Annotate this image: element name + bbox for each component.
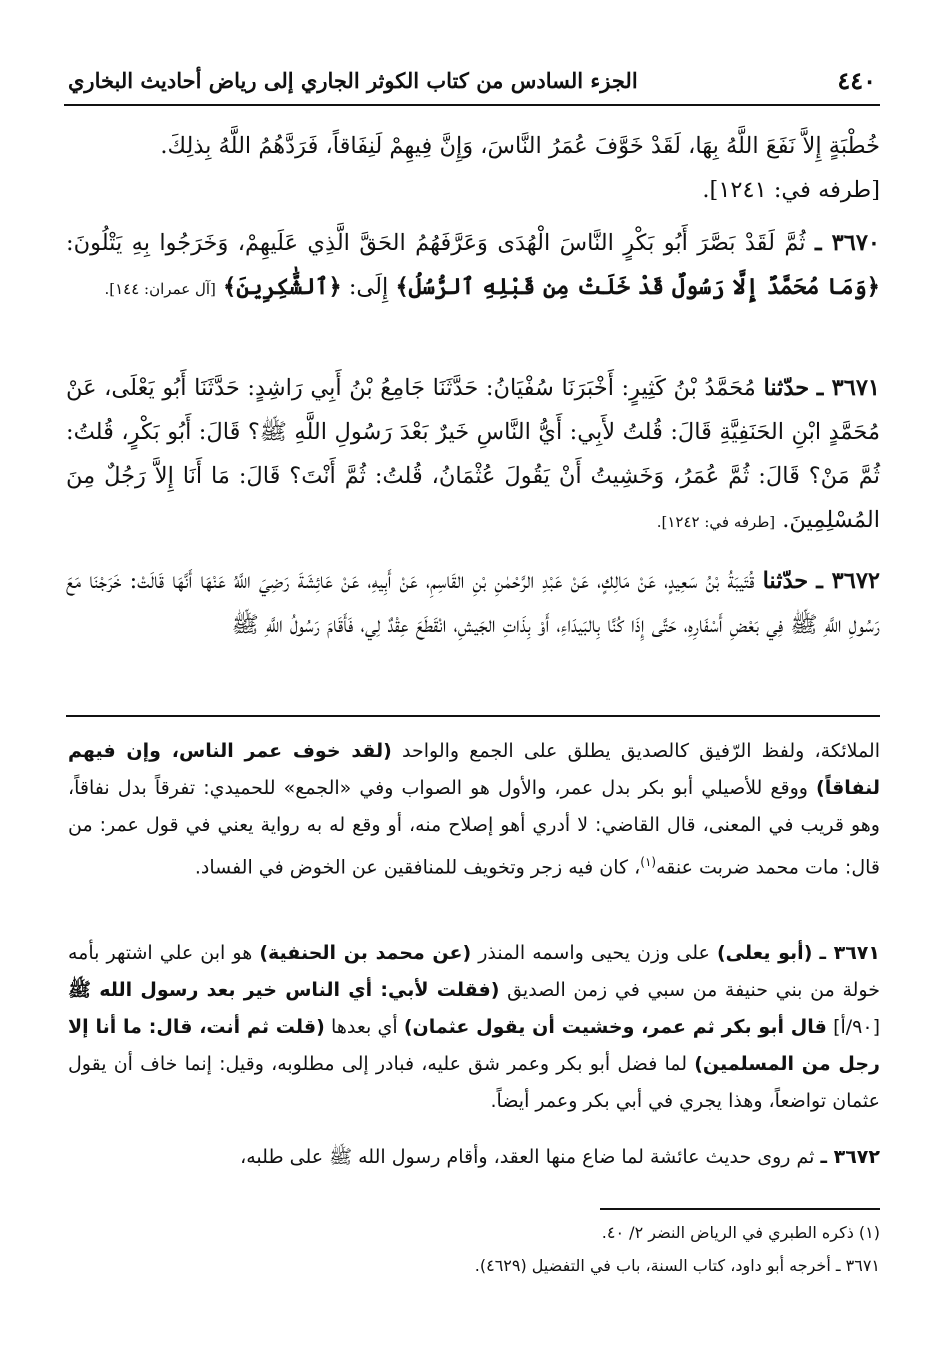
manuscript-folio-ref: [٩٠/أ] xyxy=(833,1016,880,1038)
commentary-text: أي بعدها xyxy=(331,1016,398,1038)
running-header xyxy=(64,60,880,106)
commentary-text: على وزن يحيى واسمه المنذر xyxy=(478,942,710,964)
footnotes xyxy=(66,1216,880,1282)
commentary-paragraph-3 xyxy=(68,1139,880,1176)
hadith-text-connector: إِلَى: xyxy=(348,274,389,300)
quoted-phrase: (عن محمد بن الحنفية) xyxy=(259,942,472,964)
hadith-number: ٣٦٧١ ـ xyxy=(819,942,880,964)
verse-reference: [آل عمران: ١٤٤]. xyxy=(104,280,216,298)
footnote-marker: (١) xyxy=(640,855,657,869)
footnote-1: (١) ذكره الطبري في الرياض النضر ٢/ ٤٠. xyxy=(601,1223,880,1242)
hadith-3670 xyxy=(66,221,880,311)
tarfuhu-reference: [طرفه في: ١٢٤٢]. xyxy=(656,513,776,531)
hadith-text: ثُمَّ لَقَدْ بَصَّرَ أَبُو بَكْرٍ النَّاسَ الْهُدَى وَعَرَّفَهُمُ الحَقَّ الَّذِي عَلَيهِمْ، وَخَرَجُوا بِهِ يَتْلُونَ: xyxy=(66,230,806,256)
quran-verse: ﴿وَمَا مُحَمَّدٌ إِلَّا رَسُولٌ قَدْ خَلَتْ مِن قَبْلِهِ ٱلرُّسُلُ﴾ xyxy=(395,274,880,300)
commentary-text: لما فضل أبو بكر وعمر شق عليه، فبادر إلى مطلوبه، وقيل: إنما خاف أن يقول عثمان تواضعاً، وهذا يجري في أبي بكر وعمر أيضاً. xyxy=(68,1053,880,1112)
hadith-number: ٣٦٧١ ـ xyxy=(816,375,880,401)
haddathana-word: حدّثنا xyxy=(762,568,809,594)
haddathana-word: حدّثنا xyxy=(763,375,810,401)
commentary-paragraph-2 xyxy=(68,935,880,1120)
hadith-continuation xyxy=(66,124,880,212)
hadith-number: ٣٦٧٢ ـ xyxy=(820,1146,880,1168)
hadith-3671 xyxy=(66,366,880,544)
commentary-text: الملائكة، ولفظ الرّفيق كالصديق يطلق على الجمع والواحد xyxy=(402,740,880,762)
commentary-text: ثم روى حديث عائشة لما ضاع منها العقد، وأقام رسول الله ﷺ على طلبه، xyxy=(240,1146,815,1168)
hadith-3672 xyxy=(66,559,880,647)
quoted-phrase: (قلت ثم أنت، قال: ما أنا إلا رجل من المسلمين) xyxy=(68,1016,880,1075)
quoted-phrase: (فقلت لأبي: أي الناس خير بعد رسول الله ﷺ xyxy=(68,979,500,1001)
running-title: الجزء السادس من كتاب الكوثر الجاري إلى رياض أحاديث البخاري xyxy=(68,68,638,93)
hadith-text: مُحَمَّدُ بْنُ كَثِيرٍ: أَخْبَرَنَا سُفْيَانُ: حَدَّثَنَا جَامِعُ بْنُ أَبِي رَاشِدٍ: حَدَّثَنَا أَبُو يَعْلَى، عَنْ مُحَمَّدٍ ابْنِ الحَنَفِيَّةِ قَالَ: قُلتُ لأَبِي: أَيُّ النَّاسِ خَيرٌ بَعْدَ رَسُولِ اللَّهِ ﷺ؟ قَالَ: أَبُو بَكْرٍ، قُلتُ: ثُمَّ مَنْ؟ قَالَ: ثُمَّ عُمَرُ، وَخَشِيتُ أَنْ يَقُولَ عُثْمَانُ، قُلتُ: ثُمَّ أَنْتَ؟ قَالَ: مَا أَنَا إِلاَّ رَجُلٌ مِنَ المُسْلِمِينَ. xyxy=(66,375,880,533)
quoted-phrase: (أبو يعلى) xyxy=(716,942,813,964)
hadith-text: قُتَيبَةُ بْنُ سَعِيدٍ، عَنْ مَالِكٍ، عَنْ عَبْدِ الرَّحْمٰنِ بْنِ القَاسِمِ، عَنْ أَبِيهِ، عَنْ عَائِشَةَ رَضِيَ اللَّهُ عَنْهَا أَنَّهَا قَالَتْ: خَرَجْنَا مَعَ رَسُولِ اللَّهِ ﷺ فِي بَعْضِ أَسْفَارِهِ، حَتَّى إِذَا كُنَّا بِالبَيدَاءِ، أَوْ بِذَاتِ الجَيشِ، انْقَطَعَ عِقْدٌ لِي، فَأَقَامَ رَسُولُ اللَّهِ ﷺ xyxy=(66,568,880,638)
footnote-divider xyxy=(600,1208,880,1210)
hadith-number: ٣٦٧٠ ـ xyxy=(814,230,880,256)
tarfuhu-reference: [طرفه في: ١٢٤١]. xyxy=(702,177,880,203)
commentary-text: هو ابن علي اشتهر بأمه خولة من بني حنيفة من سبي في زمن الصديق xyxy=(68,942,880,1001)
hadith-text: خُطْبَةٍ إِلاَّ نَفَعَ اللَّهُ بِهَا، لَقَدْ خَوَّفَ عُمَرُ النَّاسَ، وَإِنَّ فِيهِمْ لَنِفَاقاً، فَرَدَّهُمُ اللَّهُ بِذلِكَ. xyxy=(160,133,880,159)
quoted-phrase: (لقد خوف عمر الناس، وإن فيهم لنفاقاً) xyxy=(68,740,881,799)
quoted-phrase: قال أبو بكر ثم عمر، وخشيت أن يقول عثمان) xyxy=(403,1016,827,1038)
commentary-paragraph-1 xyxy=(68,733,880,886)
page-number: ٤٤٠ xyxy=(837,66,876,95)
commentary-text: ، كان فيه زجر وتخويف للمنافقين عن الخوض في الفساد. xyxy=(194,856,641,879)
hadith-number: ٣٦٧٢ ـ xyxy=(816,568,880,594)
footnote-2: ٣٦٧١ ـ أخرجه أبو داود، كتاب السنة، باب في التفضيل (٤٦٢٩). xyxy=(474,1256,880,1275)
section-divider xyxy=(66,715,880,717)
commentary-text: ووقع للأصيلي أبو بكر بدل عمر، والأول هو الصواب وفي «الجمع» للحميدي: تفرقاً بدل نفاقاً، وهو قريب في المعنى، قال القاضي: لا أدري أهو إصلاح منه، أو وقع له به رواية يعني في قول عمر: من قال: مات محمد ضربت عنقه xyxy=(68,777,880,879)
quran-verse: ﴿ٱلشَّٰكِرِينَ﴾ xyxy=(223,274,342,300)
